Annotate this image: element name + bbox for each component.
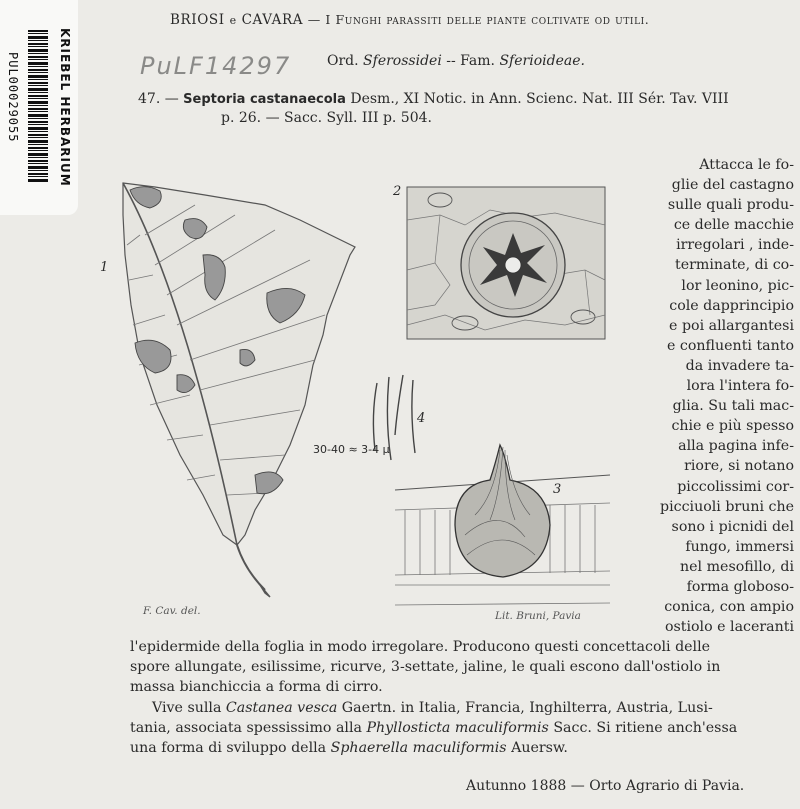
figure-3-label: 3 bbox=[553, 482, 562, 497]
barcode bbox=[28, 30, 48, 182]
side-line: fungo, immersi bbox=[685, 538, 794, 555]
side-line: sulle quali produ- bbox=[667, 197, 794, 214]
entry-number: 47. — bbox=[138, 91, 179, 107]
habitat-line-1 bbox=[130, 698, 790, 718]
side-line: glia. Su tali mac- bbox=[672, 398, 794, 415]
species-name: Septoria castanaecola bbox=[183, 92, 346, 107]
page-header bbox=[170, 12, 649, 28]
barcode-label bbox=[0, 0, 78, 215]
side-line: ostiolo e laceranti bbox=[664, 619, 794, 636]
lithographer-credit: Lit. Bruni, Pavia bbox=[495, 610, 581, 622]
side-line: e poi allargantesi bbox=[669, 317, 794, 334]
author-briosi: BRIOSI bbox=[170, 12, 225, 28]
side-line: Attacca le fo- bbox=[699, 157, 794, 173]
figure-2-label: 2 bbox=[393, 184, 402, 199]
leaf-illustration bbox=[123, 183, 355, 597]
citation-2: p. 26. — Sacc. Syll. III p. 504. bbox=[221, 110, 432, 126]
handwritten-accession: PuLF14297 bbox=[140, 52, 292, 80]
fam-label: Fam. bbox=[460, 53, 496, 69]
epidermis-illustration bbox=[407, 187, 605, 339]
side-line: lor leonino, pic- bbox=[681, 277, 794, 294]
habitat-line-2 bbox=[130, 718, 790, 738]
description-column bbox=[628, 155, 794, 637]
body-line: spore allungate, esilissime, ricurve, 3-settate, jaline, le quali escono dall'ostiolo in bbox=[130, 659, 721, 676]
citation-1: Desm., XI Notic. in Ann. Scienc. Nat. III Sér. Tav. VIII bbox=[350, 91, 729, 107]
habitat-text: una forma di sviluppo della bbox=[130, 740, 331, 757]
author-cavara: CAVARA bbox=[241, 12, 304, 28]
side-line: ce delle macchie bbox=[673, 217, 794, 234]
side-line: picciuoli bruni che bbox=[660, 498, 794, 515]
side-line: irregolari , inde- bbox=[676, 237, 794, 254]
order-name: Sferossidei bbox=[363, 53, 442, 69]
description-body bbox=[130, 637, 790, 758]
habitat-text: Sacc. Si ritiene anch'essa bbox=[548, 719, 738, 736]
plate-drawing bbox=[95, 175, 620, 630]
habitat-text: Auersw. bbox=[506, 740, 568, 757]
barcode-id: PUL00029055 bbox=[6, 52, 20, 143]
habitat-text: Gaertn. in Italia, Francia, Inghilterra, Austria, Lusi- bbox=[337, 699, 713, 716]
illustrator-credit: F. Cav. del. bbox=[143, 605, 201, 617]
body-line: massa bianchiccia a forma di cirro. bbox=[130, 679, 383, 696]
habitat-text: Vive sulla bbox=[152, 699, 226, 716]
side-line: conica, con ampio bbox=[664, 599, 794, 616]
side-line: nel mesofillo, di bbox=[680, 558, 794, 575]
side-line: piccolissimi cor- bbox=[677, 478, 794, 495]
habitat-line-3 bbox=[130, 738, 790, 758]
pycnidium-section-illustration bbox=[395, 445, 610, 605]
side-line: riore, si notano bbox=[684, 458, 794, 475]
side-line: lora l'intera fo- bbox=[686, 378, 794, 395]
spore-measurement: 30-40 ≈ 3-4 μ bbox=[313, 443, 390, 456]
taxonomy-line bbox=[327, 53, 585, 69]
side-line: alla pagina infe- bbox=[678, 438, 794, 455]
body-line: l'epidermide della foglia in modo irregolare. Producono questi concettacoli delle bbox=[130, 639, 711, 655]
host-name: Castanea vesca bbox=[225, 699, 338, 716]
side-line: da invadere ta- bbox=[685, 357, 794, 374]
collection-footer: Autunno 1888 — Orto Agrario di Pavia. bbox=[466, 778, 745, 794]
family-name: Sferioideae. bbox=[499, 53, 585, 69]
ord-label: Ord. bbox=[327, 53, 359, 69]
side-line: chie e più spesso bbox=[671, 418, 794, 435]
associated-species: Phyllosticta maculiformis bbox=[366, 719, 549, 736]
work-title: — I Funghi parassiti delle piante coltivate od utili. bbox=[303, 12, 650, 27]
side-line: cole dapprincipio bbox=[669, 297, 794, 314]
side-line: sono i picnidi del bbox=[671, 518, 794, 535]
figure-4-label: 4 bbox=[417, 411, 426, 426]
herbarium-name: KRIEBEL HERBARIUM bbox=[58, 28, 72, 187]
entry-line-1 bbox=[138, 91, 729, 107]
side-line: glie del castagno bbox=[671, 177, 794, 194]
side-line: e confluenti tanto bbox=[667, 337, 794, 354]
side-line: forma globoso- bbox=[686, 578, 794, 595]
taxonomy-sep: -- bbox=[446, 53, 456, 69]
illustration-plate bbox=[95, 175, 620, 630]
related-species: Sphaerella maculiformis bbox=[330, 740, 507, 757]
side-line: terminate, di co- bbox=[675, 257, 794, 274]
header-conj: e bbox=[229, 14, 237, 27]
habitat-text: tania, associata spessissimo alla bbox=[130, 719, 367, 736]
figure-1-label: 1 bbox=[100, 260, 109, 275]
